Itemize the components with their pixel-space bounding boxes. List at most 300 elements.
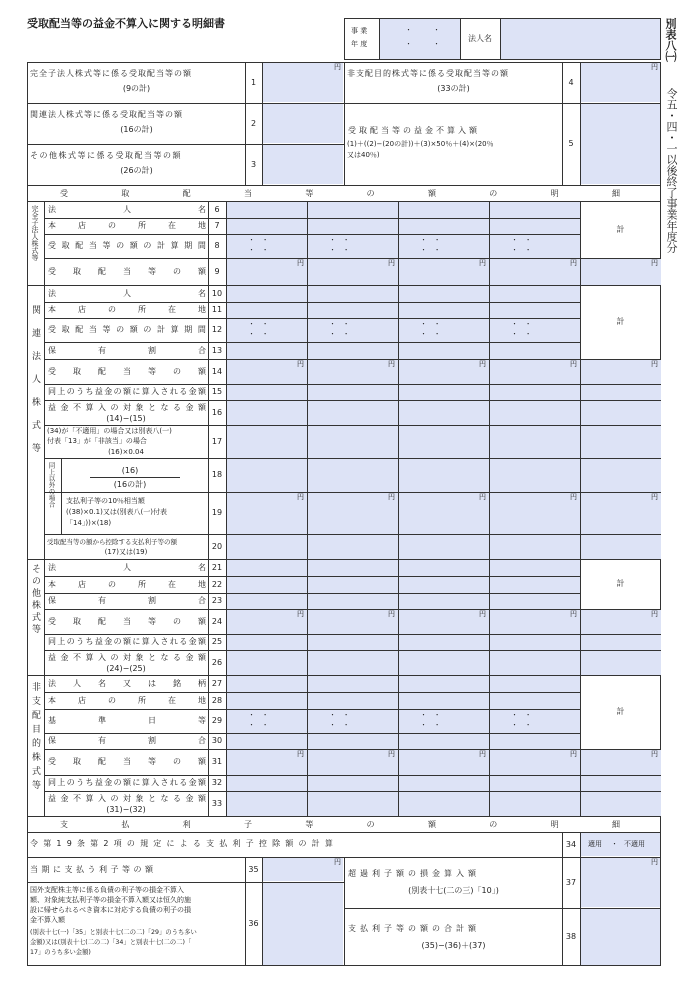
row-15-cell[interactable] (308, 385, 398, 400)
row-13-cell[interactable] (490, 343, 580, 359)
fiscal-year-field[interactable] (380, 19, 460, 59)
row-number: 4 (568, 78, 574, 87)
row-number: 9 (214, 266, 220, 276)
row-10-cell[interactable] (308, 286, 398, 302)
row-13-cell[interactable] (399, 343, 489, 359)
yen-unit: 円 (479, 360, 486, 368)
yen-unit: 円 (570, 750, 577, 758)
detail-header-char: の (489, 189, 498, 198)
yen-unit: 円 (388, 750, 395, 758)
row-28-cell[interactable] (308, 693, 398, 709)
corp-name-label: 法人名 (468, 34, 492, 43)
row-16-cell[interactable] (399, 401, 489, 425)
row-33-label: 益 金 不 算 入 の 対 象 と な る 金 額 (48, 794, 206, 803)
row-21-cell[interactable] (490, 560, 580, 576)
row-26-label: 益 金 不 算 入 の 対 象 と な る 金 額 (48, 653, 206, 662)
row-9-cell[interactable] (227, 259, 307, 285)
row-2-sub: (16の計) (120, 125, 153, 134)
yen-unit: 円 (479, 610, 486, 618)
row-7-label: 本 店 の 所 在 地 (48, 221, 206, 230)
row-23-cell[interactable] (308, 594, 398, 609)
row-16-cell[interactable] (490, 401, 580, 425)
row-18-cell[interactable] (399, 459, 489, 492)
row-10-cell[interactable] (490, 286, 580, 302)
row-9-cell[interactable] (581, 259, 661, 285)
row-18-side-label: 同上以外の場合 (47, 462, 56, 508)
detail-header-char: 明 (550, 189, 559, 198)
row-27-cell[interactable] (399, 676, 489, 692)
option-separator: ・ (611, 840, 618, 848)
period-dot: ・ ・ (248, 246, 269, 254)
row-26-cell[interactable] (490, 651, 580, 675)
row-22-label: 本 店 の 所 在 地 (48, 579, 206, 589)
row-number: 33 (211, 798, 223, 808)
row-23-cell[interactable] (227, 594, 307, 609)
corp-name-field[interactable] (501, 19, 660, 59)
interest-header-char: の (489, 820, 498, 829)
row-19-cell[interactable] (581, 493, 661, 534)
row-number: 15 (211, 387, 223, 396)
row-11-label: 本 店 の 所 在 地 (48, 305, 206, 314)
row-number: 24 (211, 616, 223, 626)
row-26-sub: (24)−(25) (106, 664, 146, 673)
section-kanzen: 完全子法人株式等 (31, 205, 39, 261)
row-36-line: 額、対象純支払利子等の損金不算入額又は恒久的施 (30, 896, 191, 904)
row-number: 35 (248, 865, 259, 874)
row-11-cell[interactable] (227, 303, 307, 318)
row-number: 7 (214, 221, 220, 230)
row-33-cell[interactable] (490, 792, 580, 816)
row-number: 30 (211, 736, 223, 745)
row-9-cell[interactable] (490, 259, 580, 285)
row-6-cell[interactable] (227, 202, 307, 218)
row-32-cell[interactable] (490, 776, 580, 791)
period-dot: ・ ・ (329, 711, 350, 719)
row-19-cell[interactable] (490, 493, 580, 534)
interest-header-char: 細 (611, 820, 620, 829)
period-dot: ・ ・ (420, 320, 441, 328)
row-18-cell[interactable] (490, 459, 580, 492)
row-number: 6 (214, 204, 220, 214)
row-30-cell[interactable] (308, 734, 398, 749)
row-16-cell[interactable] (308, 401, 398, 425)
total-label: 計 (616, 707, 625, 716)
row-number: 1 (250, 78, 257, 87)
row-8-label: 受 取 配 当 等 の 額 の 計 算 期 間 (48, 241, 206, 250)
row-33-cell[interactable] (308, 792, 398, 816)
period-dot: ・ ・ (248, 721, 269, 729)
row-17-cell[interactable] (490, 426, 580, 458)
col-divider (398, 201, 399, 816)
row-number: 17 (211, 436, 223, 446)
row-divider (580, 258, 661, 259)
row-10-cell[interactable] (227, 286, 307, 302)
row-21-cell[interactable] (399, 560, 489, 576)
yen-unit: 円 (570, 360, 577, 368)
row-12-cell[interactable] (308, 319, 398, 342)
row-14-label: 受 取 配 当 等 の 額 (48, 366, 206, 376)
row-24-cell[interactable] (227, 610, 307, 634)
col-divider (307, 201, 308, 816)
row-33-cell[interactable] (227, 792, 307, 816)
row-37-sub: (別表十七(二の三)「10」) (408, 886, 499, 895)
row-36-line: 設に帰せられるべき資本に対応する負債の利子の損 (30, 906, 191, 914)
total-label: 計 (616, 317, 625, 326)
row-20-cell[interactable] (308, 535, 398, 559)
detail-header-char: 当 (243, 189, 252, 198)
period-dot: ・ ・ (329, 236, 350, 244)
row-20-cell[interactable] (399, 535, 489, 559)
period-dot: ・ ・ (511, 246, 532, 254)
row-22-cell[interactable] (227, 577, 307, 593)
row-8-cell[interactable] (308, 235, 398, 258)
row-number: 31 (211, 757, 223, 766)
row-32-label: 同 上 の う ち 益 金 の 額 に 算 入 さ れ る 金 額 (48, 778, 206, 787)
row-number: 38 (565, 932, 577, 941)
row-20-cell[interactable] (227, 535, 307, 559)
row-27-cell[interactable] (227, 676, 307, 692)
row-number: 37 (565, 878, 577, 887)
row-number: 2 (250, 119, 257, 128)
row-26-cell[interactable] (308, 651, 398, 675)
row-7-cell[interactable] (490, 219, 580, 234)
row-17-cell[interactable] (581, 426, 661, 458)
yen-unit: 円 (297, 610, 304, 618)
row-3-sub: (26の計) (120, 166, 153, 175)
row-26-cell[interactable] (227, 651, 307, 675)
row-31-cell[interactable] (490, 750, 580, 775)
row-22-cell[interactable] (490, 577, 580, 593)
period-dot: ・ ・ (420, 246, 441, 254)
amount-4-field[interactable] (581, 63, 660, 102)
row-32-cell[interactable] (581, 776, 661, 791)
amount-5-field[interactable] (581, 104, 660, 184)
row-17-cell[interactable] (308, 426, 398, 458)
row-number: 5 (568, 139, 574, 148)
row-5-sub1: (1)＋((2)−(20の計))＋(3)×50％＋(4)×(20％ (347, 140, 494, 148)
row-25-cell[interactable] (308, 635, 398, 650)
row-number: 19 (211, 508, 223, 517)
row-1-sub: (9の計) (122, 84, 151, 93)
row-number: 26 (211, 657, 223, 667)
row-15-cell[interactable] (490, 385, 580, 400)
row-10-cell[interactable] (399, 286, 489, 302)
row-16-cell[interactable] (581, 401, 661, 425)
detail-header (60, 190, 620, 198)
row-11-cell[interactable] (308, 303, 398, 318)
yen-unit: 円 (570, 259, 577, 267)
row-33-cell[interactable] (581, 792, 661, 816)
amount-36-field[interactable] (263, 883, 343, 965)
row-18-cell[interactable] (581, 459, 661, 492)
fiscal-label-2: 年 度 (351, 40, 368, 48)
row-29-cell[interactable] (308, 710, 398, 733)
detail-header-char: 取 (121, 189, 130, 198)
row-14-cell[interactable] (308, 360, 398, 384)
amount-1-field[interactable] (263, 63, 343, 102)
row-1-label: 完全子法人株式等に係る受取配当等の額 (30, 69, 192, 78)
period-dot: ・ ・ (248, 236, 269, 244)
row-13-cell[interactable] (227, 343, 307, 359)
row-12-label: 受 取 配 当 等 の 額 の 計 算 期 間 (48, 325, 206, 334)
yen-unit: 円 (297, 259, 304, 267)
row-14-cell[interactable] (581, 360, 661, 384)
row-25-cell[interactable] (227, 635, 307, 650)
row-number: 20 (211, 541, 223, 551)
period-dot: ・ ・ (420, 236, 441, 244)
row-27-label: 法 人 名 又 は 銘 柄 (48, 678, 206, 688)
row-36-line: 金額)又は(別表十七(二の二)「34」と別表十七(二の二)「 (30, 939, 192, 946)
fiscal-dot: ・ (405, 26, 412, 34)
row-29-cell[interactable] (399, 710, 489, 733)
interest-header-char: の (366, 820, 375, 829)
row-28-cell[interactable] (490, 693, 580, 709)
row-35-label: 当期に支払う利子等の額 (30, 865, 157, 874)
row-6-cell[interactable] (399, 202, 489, 218)
total-label: 計 (616, 579, 625, 588)
yen-unit: 円 (297, 750, 304, 758)
row-28-cell[interactable] (399, 693, 489, 709)
row-21-cell[interactable] (227, 560, 307, 576)
row-19-cell[interactable] (308, 493, 398, 534)
yen-unit: 円 (334, 858, 341, 866)
row-number: 29 (211, 716, 223, 725)
row-8-cell[interactable] (399, 235, 489, 258)
row-number: 25 (211, 637, 223, 646)
yen-unit: 円 (388, 360, 395, 368)
row-27-cell[interactable] (308, 676, 398, 692)
yen-unit: 円 (651, 259, 658, 267)
detail-header-char: 配 (182, 189, 191, 198)
row-25-cell[interactable] (399, 635, 489, 650)
row-8-cell[interactable] (490, 235, 580, 258)
amount-35-field[interactable] (263, 858, 343, 881)
yen-unit: 円 (570, 610, 577, 618)
row-21-cell[interactable] (308, 560, 398, 576)
amount-37-field[interactable] (581, 858, 660, 907)
row-32-cell[interactable] (399, 776, 489, 791)
row-18-cell[interactable] (308, 459, 398, 492)
row-divider (580, 749, 661, 750)
row-26-cell[interactable] (399, 651, 489, 675)
row-9-cell[interactable] (308, 259, 398, 285)
row-number: 34 (565, 840, 577, 849)
row-26-cell[interactable] (581, 651, 661, 675)
yen-unit: 円 (651, 610, 658, 618)
row-18-cell[interactable] (227, 459, 307, 492)
row-31-cell[interactable] (399, 750, 489, 775)
row-29-cell[interactable] (490, 710, 580, 733)
row-36-line: (別表十七(一)「35」と別表十七(二の二)「29」のうち多い (30, 929, 197, 936)
detail-header-char: の (366, 189, 375, 198)
amount-3-field[interactable] (263, 145, 343, 184)
period-dot: ・ ・ (420, 711, 441, 719)
row-31-label: 受 取 配 当 等 の 額 (48, 757, 206, 766)
amount-2-field[interactable] (263, 104, 343, 143)
row-14-cell[interactable] (227, 360, 307, 384)
row-15-cell[interactable] (581, 385, 661, 400)
period-dot: ・ ・ (511, 236, 532, 244)
row-30-cell[interactable] (227, 734, 307, 749)
fiscal-dot: ・ (433, 40, 440, 48)
row-divider (580, 359, 661, 360)
interest-header-char: 等 (305, 820, 314, 829)
section-hishihai: 非支配目的株式等 (30, 682, 40, 794)
yen-unit: 円 (334, 63, 341, 71)
yen-unit: 円 (651, 858, 658, 866)
period-dot: ・ ・ (248, 320, 269, 328)
row-7-cell[interactable] (399, 219, 489, 234)
yen-unit: 円 (297, 360, 304, 368)
row-6-cell[interactable] (308, 202, 398, 218)
fiscal-label-1: 事 業 (351, 27, 368, 35)
row-13-cell[interactable] (308, 343, 398, 359)
row-11-cell[interactable] (490, 303, 580, 318)
section-sonota: その他株式等 (30, 564, 40, 636)
row-20-line: (17)又は(19) (104, 548, 148, 556)
row-15-cell[interactable] (399, 385, 489, 400)
row-31-cell[interactable] (308, 750, 398, 775)
period-dot: ・ ・ (511, 711, 532, 719)
row-24-cell[interactable] (490, 610, 580, 634)
row-number: 16 (211, 407, 223, 417)
row-19-line: 支払利子等の10％相当額 (66, 497, 145, 505)
row-27-cell[interactable] (490, 676, 580, 692)
row-30-cell[interactable] (399, 734, 489, 749)
row-14-cell[interactable] (490, 360, 580, 384)
col-divider (226, 201, 227, 816)
col-divider (489, 201, 490, 816)
row-12-cell[interactable] (399, 319, 489, 342)
fiscal-dot: ・ (405, 40, 412, 48)
row-21-label: 法 人 名 (48, 562, 206, 572)
option-not-apply[interactable]: 不適用 (624, 840, 645, 848)
row-25-cell[interactable] (581, 635, 661, 650)
row-number: 11 (211, 305, 223, 314)
row-18-numerator: (16) (121, 466, 139, 475)
row-number: 3 (250, 160, 257, 169)
row-number: 18 (211, 470, 223, 479)
row-9-cell[interactable] (399, 259, 489, 285)
row-15-cell[interactable] (227, 385, 307, 400)
row-number: 8 (214, 241, 220, 250)
row-22-cell[interactable] (308, 577, 398, 593)
interest-header-char: 支 (60, 820, 68, 829)
row-30-label: 保 有 割 合 (48, 736, 206, 745)
row-number: 21 (211, 562, 223, 572)
row-33-cell[interactable] (399, 792, 489, 816)
row-20-cell[interactable] (581, 535, 661, 559)
row-32-cell[interactable] (227, 776, 307, 791)
row-14-cell[interactable] (399, 360, 489, 384)
form-title: 受取配当等の益金不算入に関する明細書 (27, 17, 225, 30)
yen-unit: 円 (479, 750, 486, 758)
yen-unit: 円 (479, 493, 486, 501)
row-38-label: 支払利子等の額の合計額 (348, 924, 480, 933)
row-36-line: 金不算入額 (30, 916, 65, 924)
row-6-label: 法 人 名 (48, 204, 206, 214)
option-apply[interactable]: 適用 (588, 840, 602, 848)
row-36-line: 17」のうち多い金額) (30, 949, 91, 956)
row-16-cell[interactable] (227, 401, 307, 425)
row-28-label: 本 店 の 所 在 地 (48, 695, 206, 705)
row-17-cell[interactable] (227, 426, 307, 458)
period-dot: ・ ・ (420, 721, 441, 729)
row-divider (580, 609, 661, 610)
row-23-cell[interactable] (490, 594, 580, 609)
row-32-cell[interactable] (308, 776, 398, 791)
row-12-cell[interactable] (490, 319, 580, 342)
row-19-line: ((38)×0.1)又は(別表八(一)付表 (66, 508, 168, 516)
row-29-label: 基 準 日 等 (48, 716, 206, 725)
row-37-label: 超過利子額の損金算入額 (348, 869, 480, 878)
row-19-line: 「14」))×(18) (66, 519, 112, 527)
row-15-label: 同 上 の う ち 益 金 の 額 に 算 入 さ れ る 金 額 (48, 387, 206, 396)
amount-38-field[interactable] (581, 909, 660, 965)
section-kanren: 関連法人株式等 (30, 305, 40, 466)
row-28-cell[interactable] (227, 693, 307, 709)
row-23-label: 保 有 割 合 (48, 596, 206, 605)
interest-header-char: 明 (550, 820, 559, 829)
row-30-cell[interactable] (490, 734, 580, 749)
yen-unit: 円 (388, 259, 395, 267)
row-20-cell[interactable] (490, 535, 580, 559)
period-dot: ・ ・ (511, 330, 532, 338)
row-22-cell[interactable] (399, 577, 489, 593)
row-number: 23 (211, 596, 223, 605)
yen-unit: 円 (388, 610, 395, 618)
row-24-label: 受 取 配 当 等 の 額 (48, 616, 206, 626)
row-23-cell[interactable] (399, 594, 489, 609)
row-33-sub: (31)−(32) (106, 805, 146, 814)
row-5-sub2: 又は40％) (347, 151, 380, 159)
period-dot: ・ ・ (329, 246, 350, 254)
row-38-sub: (35)−(36)＋(37) (421, 941, 486, 950)
row-10-label: 法 人 名 (48, 288, 206, 298)
row-3-label: その他株式等に係る受取配当等の額 (30, 151, 182, 160)
row-24-cell[interactable] (399, 610, 489, 634)
row-24-cell[interactable] (308, 610, 398, 634)
yen-unit: 円 (651, 63, 658, 71)
row-31-cell[interactable] (227, 750, 307, 775)
row-6-cell[interactable] (490, 202, 580, 218)
row-31-cell[interactable] (581, 750, 661, 775)
row-16-sub: (14)−(15) (106, 414, 146, 423)
yen-unit: 円 (479, 259, 486, 267)
detail-header-char: 等 (305, 189, 314, 198)
interest-header-char: 利 (182, 820, 191, 829)
row-19-cell[interactable] (399, 493, 489, 534)
row-24-cell[interactable] (581, 610, 661, 634)
period-dot: ・ ・ (329, 320, 350, 328)
interest-header-char: 額 (427, 820, 436, 829)
row-17-cell[interactable] (399, 426, 489, 458)
row-4-label: 非支配目的株式等に係る受取配当等の額 (347, 69, 509, 78)
yen-unit: 円 (651, 750, 658, 758)
interest-header-char: 払 (121, 820, 130, 829)
interest-header (60, 821, 620, 829)
row-number: 12 (211, 325, 223, 334)
row-9-label: 受 取 配 当 等 の 額 (48, 266, 206, 276)
row-19-cell[interactable] (227, 493, 307, 534)
row-number: 14 (211, 366, 223, 376)
row-7-cell[interactable] (308, 219, 398, 234)
detail-header-char: 細 (611, 189, 620, 198)
row-7-cell[interactable] (227, 219, 307, 234)
row-25-cell[interactable] (490, 635, 580, 650)
row-11-cell[interactable] (399, 303, 489, 318)
row-number: 32 (211, 778, 223, 787)
